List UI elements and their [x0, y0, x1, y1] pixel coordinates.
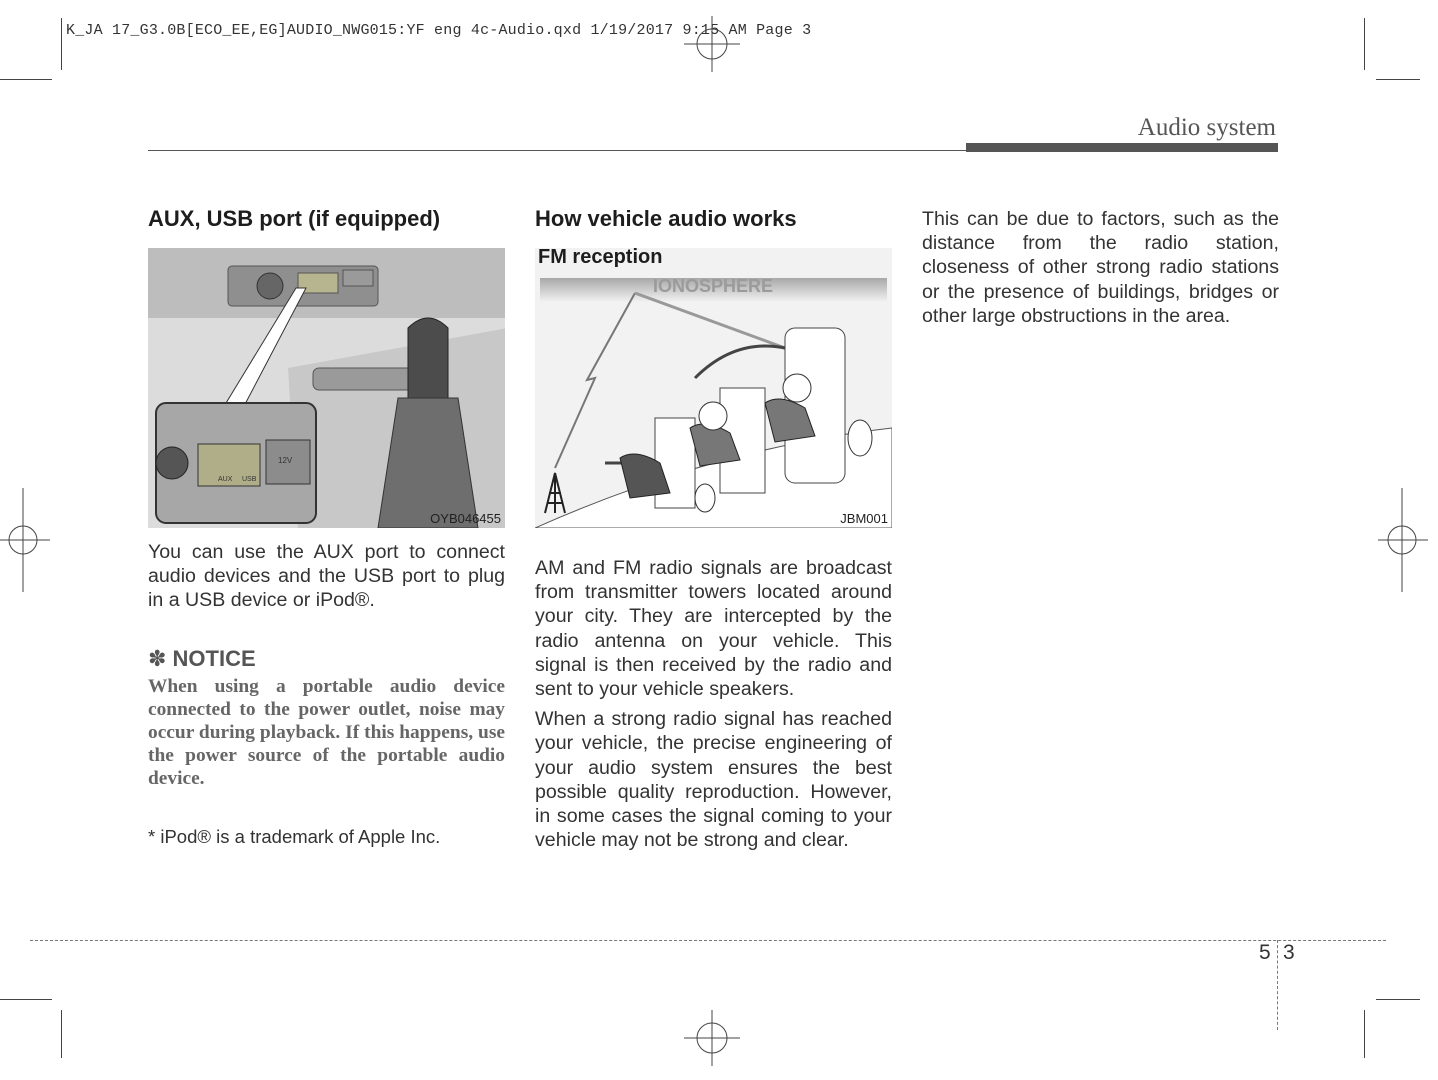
crop-mark	[61, 18, 62, 70]
signal-quality-paragraph: When a strong radio signal has reached your vehicle, the precise engineering of your audio system ensures the best possible quality reproduction. However, in some cases the signal coming to your vehicle may not be strong and clear.	[535, 708, 892, 852]
crop-mark	[1364, 1010, 1365, 1058]
power-label: 12V	[278, 456, 293, 465]
aux-usb-figure	[148, 248, 505, 528]
registration-mark-bottom	[684, 1010, 740, 1066]
figure-caption: FM reception	[538, 248, 663, 268]
registration-mark-left	[0, 488, 50, 592]
figure-code: OYB046455	[430, 511, 501, 526]
page-number-divider	[1277, 940, 1278, 1030]
section-heading-audio-works: How vehicle audio works	[535, 206, 797, 231]
section-heading-aux-usb: AUX, USB port (if equipped)	[148, 206, 441, 231]
crop-mark	[0, 79, 52, 80]
registration-mark-right	[1378, 488, 1428, 592]
middle-column	[535, 204, 892, 852]
usb-label: USB	[242, 476, 257, 483]
ionosphere-label: IONOSPHERE	[653, 276, 774, 296]
crop-mark	[0, 999, 52, 1000]
print-slug: K_JA 17_G3.0B[ECO_EE,EG]AUDIO_NWG015:YF eng 4c-Audio.qxd 1/19/2017 9:15 AM Page 3	[66, 22, 812, 39]
crop-mark	[1376, 999, 1420, 1000]
page-number: 3	[1283, 941, 1295, 964]
notice-body: When using a portable audio device connected to the power outlet, noise may occur during playback. If this happens, use the power source of the portable audio device.	[148, 675, 505, 789]
crop-mark	[61, 1010, 62, 1058]
registration-mark-top	[684, 16, 740, 72]
left-column	[148, 204, 505, 848]
notice-heading: ✽ NOTICE	[148, 645, 256, 671]
interference-factors-paragraph: This can be due to factors, such as the distance from the radio station, closeness of other strong radio stations or the presence of buildings, bridges or other large obstructions in the area.	[922, 208, 1279, 327]
fm-reception-figure	[535, 248, 892, 528]
aux-label: AUX	[218, 476, 233, 483]
figure-code: JBM001	[840, 511, 888, 526]
footer-dashed-rule	[30, 940, 1386, 941]
console-illustration	[148, 248, 505, 528]
running-header-title: Audio system	[1137, 114, 1276, 141]
right-column	[922, 207, 1279, 328]
trademark-footnote: * iPod® is a trademark of Apple Inc.	[148, 825, 441, 847]
aux-usb-paragraph: You can use the AUX port to connect audio devices and the USB port to plug in a USB device or iPod®.	[148, 541, 505, 612]
header-bar	[966, 143, 1278, 152]
chapter-number: 5	[1259, 941, 1271, 964]
crop-mark	[1376, 79, 1420, 80]
radio-signals-paragraph: AM and FM radio signals are broadcast from transmitter towers located around your city. They are intercepted by the radio antenna on your vehicle. This signal is then received by the radio and sent to your vehicle speakers.	[535, 557, 892, 701]
crop-mark	[1364, 18, 1365, 70]
